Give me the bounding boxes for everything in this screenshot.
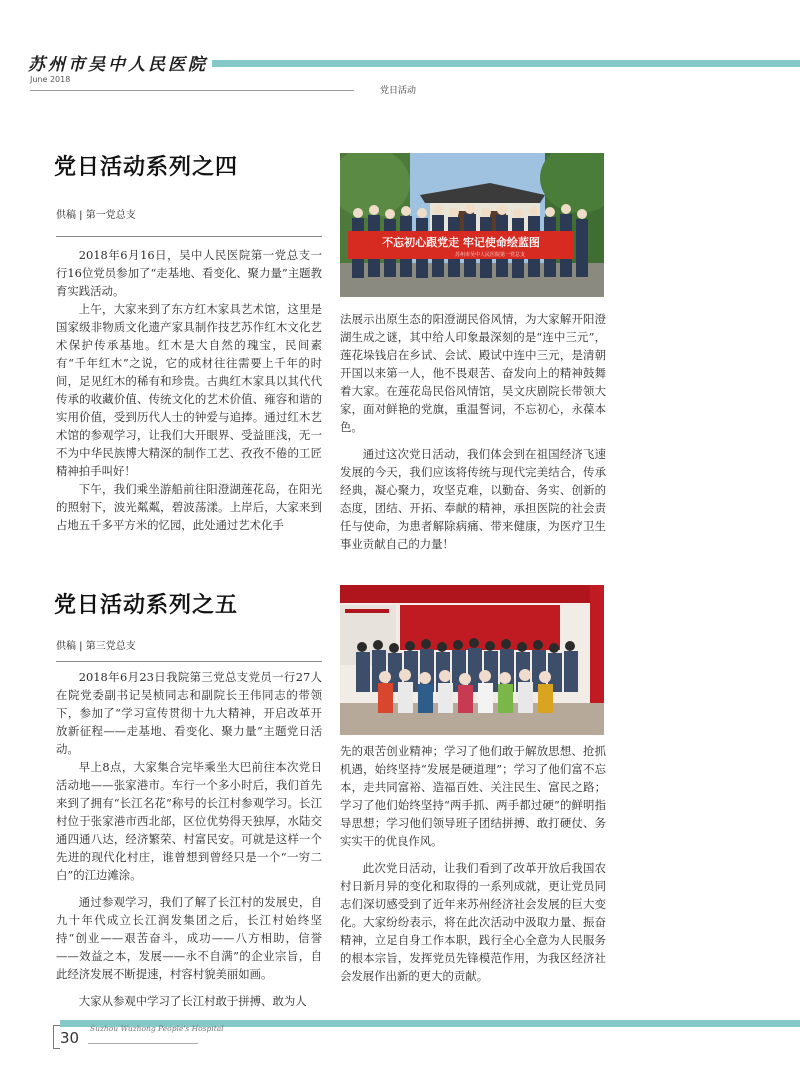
article-1-byline: 供稿 | 第一党总支	[56, 210, 136, 221]
paragraph: 下午，我们乘坐游船前往阳澄湖莲花岛，在阳光的照射下，波光粼粼，碧波荡漾。上岸后，大家来到占地五千多平方米的忆园，此处通过艺术化手	[56, 482, 322, 532]
footer-hospital-name: Suzhou Wuzhong People's Hospital	[90, 1024, 224, 1033]
section-label: 党日活动	[380, 86, 417, 96]
header-accent-bar	[212, 60, 800, 67]
paragraph: 2018年6月23日我院第三党总支党员一行27人在院党委副书记吴桢同志和副院长王伟同志的带领下，参加了“学习宣传贯彻十九大精神，开启改革开放新征程——走基地、看变化、聚力量”主题党日活动。	[56, 670, 322, 756]
article-2-divider	[56, 661, 322, 662]
banner-subtext: 苏州市吴中人民医院第一党总支	[454, 252, 526, 258]
paragraph: 先的艰苦创业精神；学习了他们敢于解放思想、抢抓机遇，始终坚持“发展是硬道理”；学习了他们富不忘本，走共同富裕、造福百姓、关注民生、富民之路；学习了他们始终坚持“两手抓、两手都过硬”的鲜明指导思想；学习他们领导班子团结拼搏、敢打硬仗、务实实干的优良作风。	[340, 744, 606, 848]
paragraph: 早上8点，大家集合完毕乘坐大巴前往本次党日活动地——张家港市。车行一个多小时后，我们首先来到了拥有“长江名花”称号的长江村参观学习。长江村位于张家港市西北部，区位优势得天独厚，水陆交通四通八达，经济繁荣、村富民安。可就是这样一个先进的现代化村庄，谁曾想到曾经只是一个“一穷二白”的江边滩涂。	[56, 760, 322, 882]
article-2-column-2	[340, 742, 606, 985]
page-number: 30	[60, 1029, 80, 1047]
paragraph: 通过这次党日活动，我们体会到在祖国经济飞速发展的今天，我们应该将传统与现代完美结合，传承经典，凝心聚力，攻坚克难，以勤奋、务实、创新的态度，团结、开拓、奉献的精神，承担医院的社会责任与使命，为患者解除病痛、带来健康，为医疗卫生事业贡献自己的力量！	[340, 447, 606, 551]
article-1-title: 党日活动系列之四	[54, 155, 239, 180]
article-2-column-1	[56, 668, 322, 1010]
article-1-column-1	[56, 246, 322, 534]
article-1-group-photo	[340, 153, 604, 297]
article-2-byline: 供稿 | 第三党总支	[56, 641, 136, 652]
paragraph: 法展示出原生态的阳澄湖民俗风情，为大家解开阳澄湖生成之谜，其中给人印象最深刻的是“连中三元”，莲花垛钱启在乡试、会试、殿试中连中三元，是清朝开国以来第一人，他不畏艰苦、奋发向上的精神鼓舞着大家。在莲花岛民俗风情馆，吴文庆剧院长带领大家，面对鲜艳的党旗，重温誓词，不忘初心，永葆本色。	[340, 312, 606, 434]
article-1-column-2	[340, 310, 606, 553]
hospital-name: 苏州市吴中人民医院	[28, 55, 208, 75]
article-2-title: 党日活动系列之五	[54, 593, 239, 618]
banner-text: 不忘初心跟党走 牢记使命绘蓝图	[382, 236, 540, 249]
issue-date: June 2018	[30, 75, 71, 84]
paragraph: 上午，大家来到了东方红木家具艺术馆，这里是国家级非物质文化遗产家具制作技艺苏作红木文化艺术保护传承基地。红木是大自然的瑰宝，民间素有“千年红木”之说，它的成材往往需要上千年的时间，足见红木的稀有和珍贵。古典红木家具以其代代传承的收藏价值、传统文化的艺术价值、雍容和谐的实用价值，受到历代人士的钟爱与追捧。通过红木艺术馆的参观学习，让我们大开眼界、受益匪浅，无一不为中华民族博大精深的制作工艺、孜孜不倦的工匠精神拍手叫好！	[56, 302, 322, 478]
footer-divider	[88, 1043, 198, 1044]
paragraph: 大家从参观中学习了长江村敢于拼搏、敢为人	[78, 994, 307, 1008]
article-2-group-photo	[340, 585, 604, 735]
paragraph: 此次党日活动，让我们看到了改革开放后我国农村日新月异的变化和取得的一系列成就，更让党员同志们深切感受到了近年来苏州经济社会发展的巨大变化。大家纷纷表示，将在此次活动中汲取力量、振奋精神，立足自身工作本职，践行全心全意为人民服务的根本宗旨，发挥党员先锋模范作用，为我区经济社会发展作出新的更大的贡献。	[340, 861, 606, 983]
header-divider	[30, 90, 354, 91]
paragraph: 2018年6月16日，吴中人民医院第一党总支一行16位党员参加了“走基地、看变化、聚力量”主题教育实践活动。	[56, 248, 322, 298]
page-number-bracket	[53, 1025, 60, 1049]
paragraph: 通过参观学习，我们了解了长江村的发展史，自九十年代成立长江润发集团之后，长江村始终坚持“创业——艰苦奋斗，成功——八方相助，信誉——效益之本，发展——永不自满”的企业宗旨，自此经济发展不断提速，村容村貌美丽如画。	[56, 895, 322, 981]
article-1-divider	[56, 236, 322, 237]
